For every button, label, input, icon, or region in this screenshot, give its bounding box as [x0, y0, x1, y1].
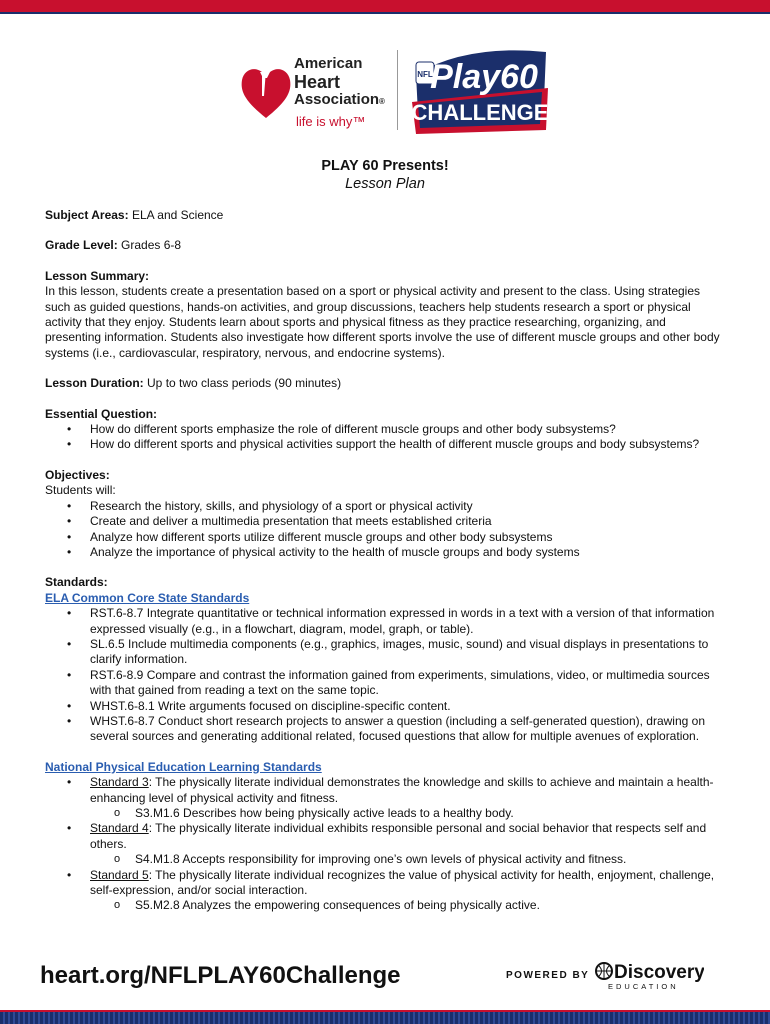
sub-list-item: o S3.M1.6 Describes how being physically active leads to a healthy body.	[45, 806, 725, 821]
standard-4-link[interactable]: Standard 4	[90, 821, 149, 836]
aha-name-line1: American	[294, 55, 363, 72]
footer-url[interactable]: heart.org/NFLPLAY60Challenge	[40, 962, 401, 989]
list-item: • Standard 4: The physically literate individual exhibits responsible personal and social behavior that respects self and others. o S4.M1.8 Accepts responsibility for improving one’s own levels of physical activity and fitness.	[45, 821, 725, 867]
standard-5-link[interactable]: Standard 5	[90, 867, 149, 882]
powered-by-label: POWERED BY	[506, 970, 590, 981]
nfl-shield-text: NFL	[417, 70, 433, 79]
play60-text: Play60	[430, 58, 538, 96]
objectives-heading: Objectives:	[45, 467, 110, 482]
heart-torch-icon	[240, 56, 292, 126]
ela-standards-link[interactable]: ELA Common Core State Standards	[45, 590, 250, 605]
discovery-text: Discovery	[614, 962, 704, 983]
logo-divider	[397, 50, 398, 130]
objectives-intro: Students will:	[45, 483, 116, 498]
challenge-text: CHALLENGE	[411, 100, 549, 125]
list-item: • SL.6.5 Include multimedia components (e.g., graphics, images, music, sound) and visual displays in presentations to clarify information.	[45, 637, 725, 668]
ela-standards-list	[45, 606, 725, 745]
education-text: EDUCATION	[608, 982, 679, 991]
lesson-subtitle: Lesson Plan	[345, 176, 425, 192]
aha-name-line2: Heart	[294, 72, 341, 92]
list-item: • How do different sports emphasize the role of different muscle groups and other body subsystems?	[45, 422, 725, 437]
list-item: • Analyze how different sports utilize different muscle groups and other body subsystems	[45, 530, 725, 545]
play60-challenge-logo	[408, 44, 553, 136]
objectives-list	[45, 499, 725, 561]
list-item: • RST.6-8.9 Compare and contrast the information gained from experiments, simulations, video, or multimedia sources with that gained from reading a text on the same topic.	[45, 668, 725, 699]
list-item: • RST.6-8.7 Integrate quantitative or technical information expressed in words in a text with a version of that information expressed visually (e.g., in a flowchart, diagram, model, graph, or table).	[45, 606, 725, 637]
grade-level: Grade Level: Grades 6-8	[45, 238, 182, 253]
essential-question-list	[45, 422, 725, 453]
list-item: • WHST.6-8.1 Write arguments focused on discipline-specific content.	[45, 699, 725, 714]
sub-list-item: o S4.M1.8 Accepts responsibility for improving one’s own levels of physical activity and fitness.	[45, 852, 725, 867]
discovery-education-logo	[594, 960, 704, 992]
list-item: • Standard 5: The physically literate individual recognizes the value of physical activity for health, enjoyment, challenge, self-expression, and/or social interaction. o S5.M2.8 Analyzes the empowering consequences of being physically active.	[45, 868, 725, 914]
summary-heading: Lesson Summary:	[45, 268, 150, 283]
aha-tagline: life is why™	[296, 114, 366, 129]
registered-mark: ®	[379, 97, 385, 106]
aha-name	[294, 56, 385, 110]
pe-standards-link[interactable]: National Physical Education Learning Standards	[45, 759, 322, 774]
lesson-duration: Lesson Duration: Up to two class periods (90 minutes)	[45, 376, 342, 391]
essential-question-heading: Essential Question:	[45, 406, 158, 421]
aha-name-line3: Association	[294, 91, 380, 108]
sub-list-item: o S5.M2.8 Analyzes the empowering consequences of being physically active.	[45, 898, 725, 913]
top-color-bar	[0, 0, 770, 12]
pe-standards-list	[45, 775, 725, 914]
subject-areas: Subject Areas: ELA and Science	[45, 208, 224, 222]
list-item: • Analyze the importance of physical activity to the health of muscle groups and body systems	[45, 545, 725, 560]
lesson-title: PLAY 60 Presents!	[321, 158, 449, 174]
list-item: • Research the history, skills, and physiology of a sport or physical activity	[45, 499, 725, 514]
lesson-content	[45, 208, 725, 914]
list-item: • Create and deliver a multimedia presentation that meets established criteria	[45, 514, 725, 529]
standards-heading: Standards:	[45, 575, 108, 590]
list-item: • Standard 3: The physically literate individual demonstrates the knowledge and skills to achieve and maintain a health-enhancing level of physical activity and fitness. o S3.M1.6 Describes how being physically active leads to a healthy body.	[45, 775, 725, 821]
bottom-color-bar	[0, 1012, 770, 1024]
summary-text: In this lesson, students create a presentation based on a sport or physical activity and present to the class. Using strategies such as guided questions, hands-on activities, and group discussions, teachers help students research a sport or physical activity that they enjoy. Students learn about sports and physical fitness as they practice researching, organizing, and presenting information. Students also investigate how different sports involve the use of different muscle groups and other body systems (i.e., cardiovascular, respiratory, nervous, and endocrine systems).	[45, 284, 720, 360]
standard-3-link[interactable]: Standard 3	[90, 775, 149, 790]
list-item: • WHST.6-8.7 Conduct short research projects to answer a question (including a self-generated question), drawing on several sources and generating additional related, focused questions that allow for multiple avenues of exploration.	[45, 714, 725, 745]
top-accent-line	[0, 12, 770, 14]
list-item: • How do different sports and physical activities support the health of different muscle groups and body subsystems?	[45, 437, 725, 452]
aha-logo	[240, 48, 400, 138]
